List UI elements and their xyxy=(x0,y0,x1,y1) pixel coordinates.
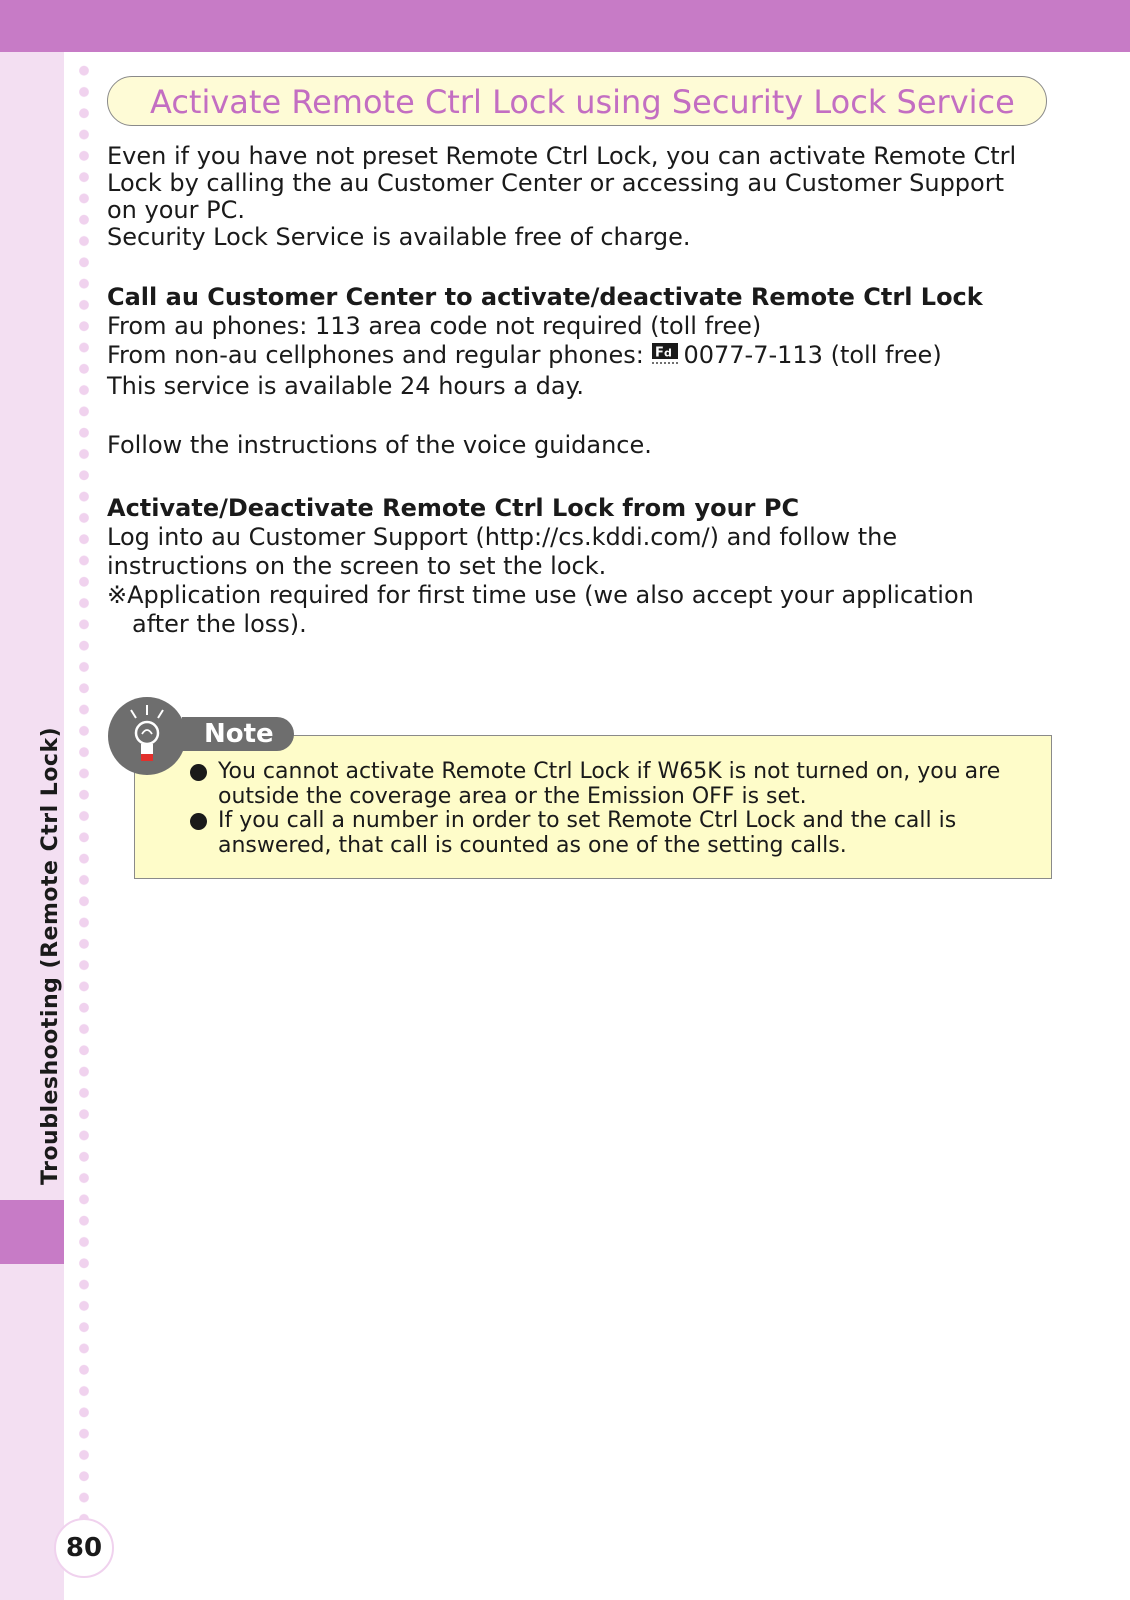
sidebar-section-label: Troubleshooting (Remote Ctrl Lock) xyxy=(38,726,63,1185)
sidebar-section-tab xyxy=(0,1200,64,1264)
note-label: Note xyxy=(182,717,294,751)
application-requirement: ※Application required for first time use (we also accept your application after the loss). xyxy=(107,581,974,638)
note-list xyxy=(190,760,1035,858)
lightbulb-icon xyxy=(107,696,187,776)
bullet-icon xyxy=(190,764,207,781)
intro-paragraph: Security Lock Service is available free of charge. xyxy=(107,223,691,251)
page-title: Activate Remote Ctrl Lock using Security Lock Service xyxy=(150,83,1015,121)
intro-paragraph: Even if you have not preset Remote Ctrl Lock, you can activate Remote Ctrl Lock by calling the au Customer Center or accessing au Customer Support on your PC. xyxy=(107,142,1017,224)
bullet-icon xyxy=(190,813,207,830)
note-item xyxy=(190,760,1035,809)
au-phones-line: From au phones: 113 area code not required (toll free) xyxy=(107,312,762,340)
page-number: 80 xyxy=(54,1518,114,1578)
note-item-text: You cannot activate Remote Ctrl Lock if W65K is not turned on, you are outside the coverage area or the Emission OFF is set. xyxy=(218,759,1001,809)
call-section xyxy=(107,282,1037,460)
note-item xyxy=(190,809,1035,858)
non-au-number: 0077-7-113 (toll free) xyxy=(683,341,942,369)
pc-instructions: Log into au Customer Support (http://cs.kddi.com/) and follow the instructions on the screen to set the lock. xyxy=(107,523,898,580)
pc-section-heading: Activate/Deactivate Remote Ctrl Lock from your PC xyxy=(107,494,800,522)
voice-guidance-line: Follow the instructions of the voice guidance. xyxy=(107,431,652,459)
svg-text:d: d xyxy=(664,346,673,360)
call-section-heading: Call au Customer Center to activate/deactivate Remote Ctrl Lock xyxy=(107,283,983,311)
non-au-phones-line xyxy=(107,341,1037,370)
top-color-bar xyxy=(0,0,1130,52)
svg-text:F: F xyxy=(655,345,665,361)
free-dial-icon xyxy=(651,342,681,366)
note-item-text: If you call a number in order to set Remote Ctrl Lock and the call is answered, that call is counted as one of the setting calls. xyxy=(218,808,957,858)
availability-line: This service is available 24 hours a day. xyxy=(107,372,584,400)
intro-section xyxy=(107,143,1027,251)
pc-section xyxy=(107,493,1037,639)
non-au-prefix: From non-au cellphones and regular phones: xyxy=(107,341,652,369)
dotted-divider xyxy=(78,60,90,1520)
